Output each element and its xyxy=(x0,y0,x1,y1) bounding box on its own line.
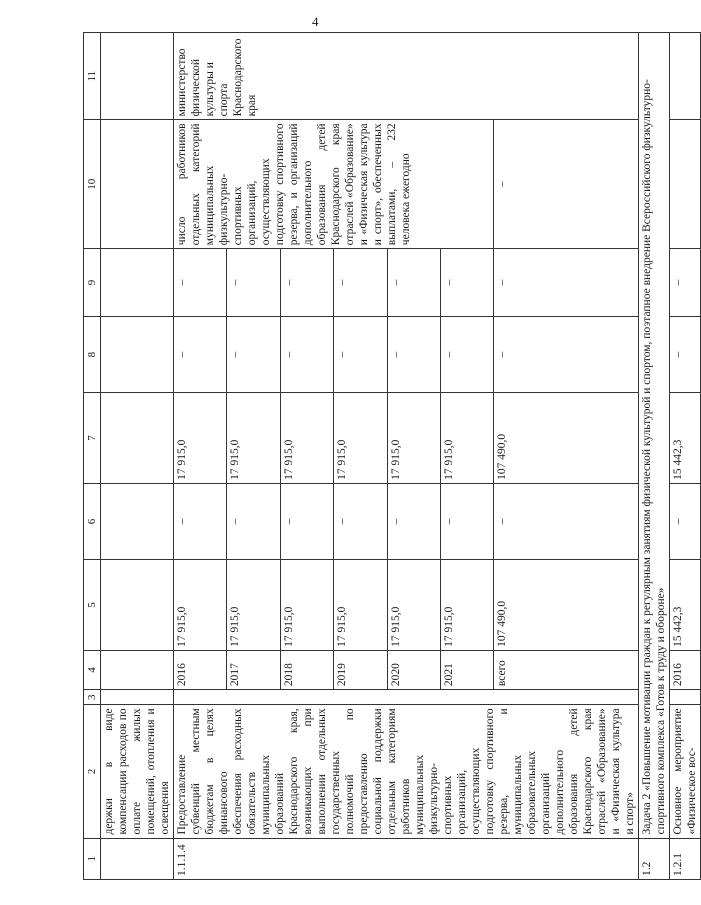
year-cell: всего xyxy=(494,650,639,689)
table-cell xyxy=(101,393,174,484)
table-cell xyxy=(670,690,701,705)
year-cell: 2016 xyxy=(670,650,701,689)
amount-total: 17 915,0 xyxy=(440,560,493,651)
column-header: 9 xyxy=(84,249,101,317)
amount-regional: 17 915,0 xyxy=(334,393,387,484)
column-header: 10 xyxy=(84,120,101,249)
year-cell: 2021 xyxy=(440,650,493,689)
measure-description: Предоставление субвенций местным бюджетам в целях финансового обеспечения расходных обязательств муниципальных образований Краснодарского края, возникающих при выполнении отдельных государственных полномочий по предоставлению социальной поддержки отдельным категориям работников муниципальных физкультурно-спортивных организаций, осуществляющих подготовку спортивного резерва, и муниципальных образовательных организаций дополнительного образования детей Краснодарского края отраслей «Образование» и «Физическая культура и спорт» xyxy=(174,705,639,838)
amount-cell: – xyxy=(387,483,440,559)
amount-cell: – xyxy=(440,483,493,559)
amount-regional: 15 442,3 xyxy=(670,393,701,484)
year-cell: 2020 xyxy=(387,650,440,689)
table-cell xyxy=(101,560,174,651)
amount-total: 107 490,0 xyxy=(494,560,639,651)
amount-cell: – xyxy=(227,249,280,317)
amount-total: 17 915,0 xyxy=(334,560,387,651)
amount-total: 17 915,0 xyxy=(280,560,333,651)
amount-total: 17 915,0 xyxy=(227,560,280,651)
amount-cell: – xyxy=(334,249,387,317)
page-number: 4 xyxy=(312,14,319,29)
amount-cell: – xyxy=(670,249,701,317)
table-cell xyxy=(101,650,174,689)
year-cell: 2019 xyxy=(334,650,387,689)
table-cell xyxy=(101,690,174,705)
table-cell xyxy=(101,483,174,559)
amount-cell: – xyxy=(174,249,227,317)
amount-regional: 17 915,0 xyxy=(174,393,227,484)
amount-cell: – xyxy=(440,249,493,317)
amount-regional: 17 915,0 xyxy=(227,393,280,484)
column-header: 11 xyxy=(84,33,101,120)
carry-over-row xyxy=(101,33,174,880)
amount-cell: – xyxy=(494,483,639,559)
amount-regional: 107 490,0 xyxy=(494,393,639,484)
measure-executor: министерство физической культуры и спорта Краснодарского края xyxy=(174,33,639,120)
amount-cell: – xyxy=(387,316,440,392)
amount-cell: – xyxy=(227,483,280,559)
amount-cell: – xyxy=(280,316,333,392)
amount-total: 15 442,3 xyxy=(670,560,701,651)
table-cell xyxy=(101,120,174,249)
amount-cell: – xyxy=(334,483,387,559)
carry-over-description: держки в виде компенсации расходов по оплате жилых помещений, отопления и освещения xyxy=(101,705,174,838)
task-row xyxy=(639,33,670,880)
column-header: 5 xyxy=(84,560,101,651)
amount-cell: – xyxy=(174,316,227,392)
column-header: 8 xyxy=(84,316,101,392)
task-title: Задача 2 «Повышение мотивации граждан к регулярным занятиям физической культурой и спортом, поэтапное внедрение Всероссийского физкультурно-спортивного комплекса «Готов к труду и обороне» xyxy=(639,33,670,839)
measure-number: 1.1.1.4 xyxy=(174,838,639,879)
amount-cell: – xyxy=(387,249,440,317)
table-cell xyxy=(101,316,174,392)
table-cell xyxy=(101,249,174,317)
measure-description: Основное мероприятие «Физическое вос- xyxy=(670,705,701,838)
column-header: 1 xyxy=(84,838,101,879)
amount-regional: 17 915,0 xyxy=(440,393,493,484)
measure-result: число работников отдельных категорий муниципальных физкультурно-спортивных организаций, осуществляющих подготовку спортивного резерва, и организаций дополнительного образования детей Краснодарского края отраслей «Образование» и «Физическая культура и спорт», обеспеченных выплатами, – 232 человека ежегодно xyxy=(174,120,494,249)
rotated-table-wrapper xyxy=(83,32,698,880)
column-number-row xyxy=(84,33,101,880)
table-cell xyxy=(101,33,174,120)
column-header: 6 xyxy=(84,483,101,559)
table-cell xyxy=(670,120,701,249)
table-cell xyxy=(670,33,701,120)
table-row xyxy=(174,33,227,880)
amount-total: 17 915,0 xyxy=(387,560,440,651)
amount-cell: – xyxy=(670,483,701,559)
amount-cell: – xyxy=(670,316,701,392)
measure-number: 1.2.1 xyxy=(670,838,701,879)
table-cell xyxy=(101,838,174,879)
amount-regional: 17 915,0 xyxy=(280,393,333,484)
amount-cell: – xyxy=(280,249,333,317)
column-header: 7 xyxy=(84,393,101,484)
year-cell: 2018 xyxy=(280,650,333,689)
amount-cell: – xyxy=(227,316,280,392)
amount-cell: – xyxy=(440,316,493,392)
amount-cell: – xyxy=(494,316,639,392)
table-row xyxy=(670,33,701,880)
amount-cell: – xyxy=(280,483,333,559)
amount-cell: – xyxy=(494,249,639,317)
column-header: 3 xyxy=(84,690,101,705)
column-header: 4 xyxy=(84,650,101,689)
task-number: 1.2 xyxy=(639,838,670,879)
amount-cell: – xyxy=(334,316,387,392)
amount-regional: 17 915,0 xyxy=(387,393,440,484)
program-table xyxy=(83,32,701,880)
year-cell: 2016 xyxy=(174,650,227,689)
year-cell: 2017 xyxy=(227,650,280,689)
result-dash: – xyxy=(494,120,639,249)
table-cell xyxy=(174,690,639,705)
amount-total: 17 915,0 xyxy=(174,560,227,651)
column-header: 2 xyxy=(84,705,101,838)
amount-cell: – xyxy=(174,483,227,559)
